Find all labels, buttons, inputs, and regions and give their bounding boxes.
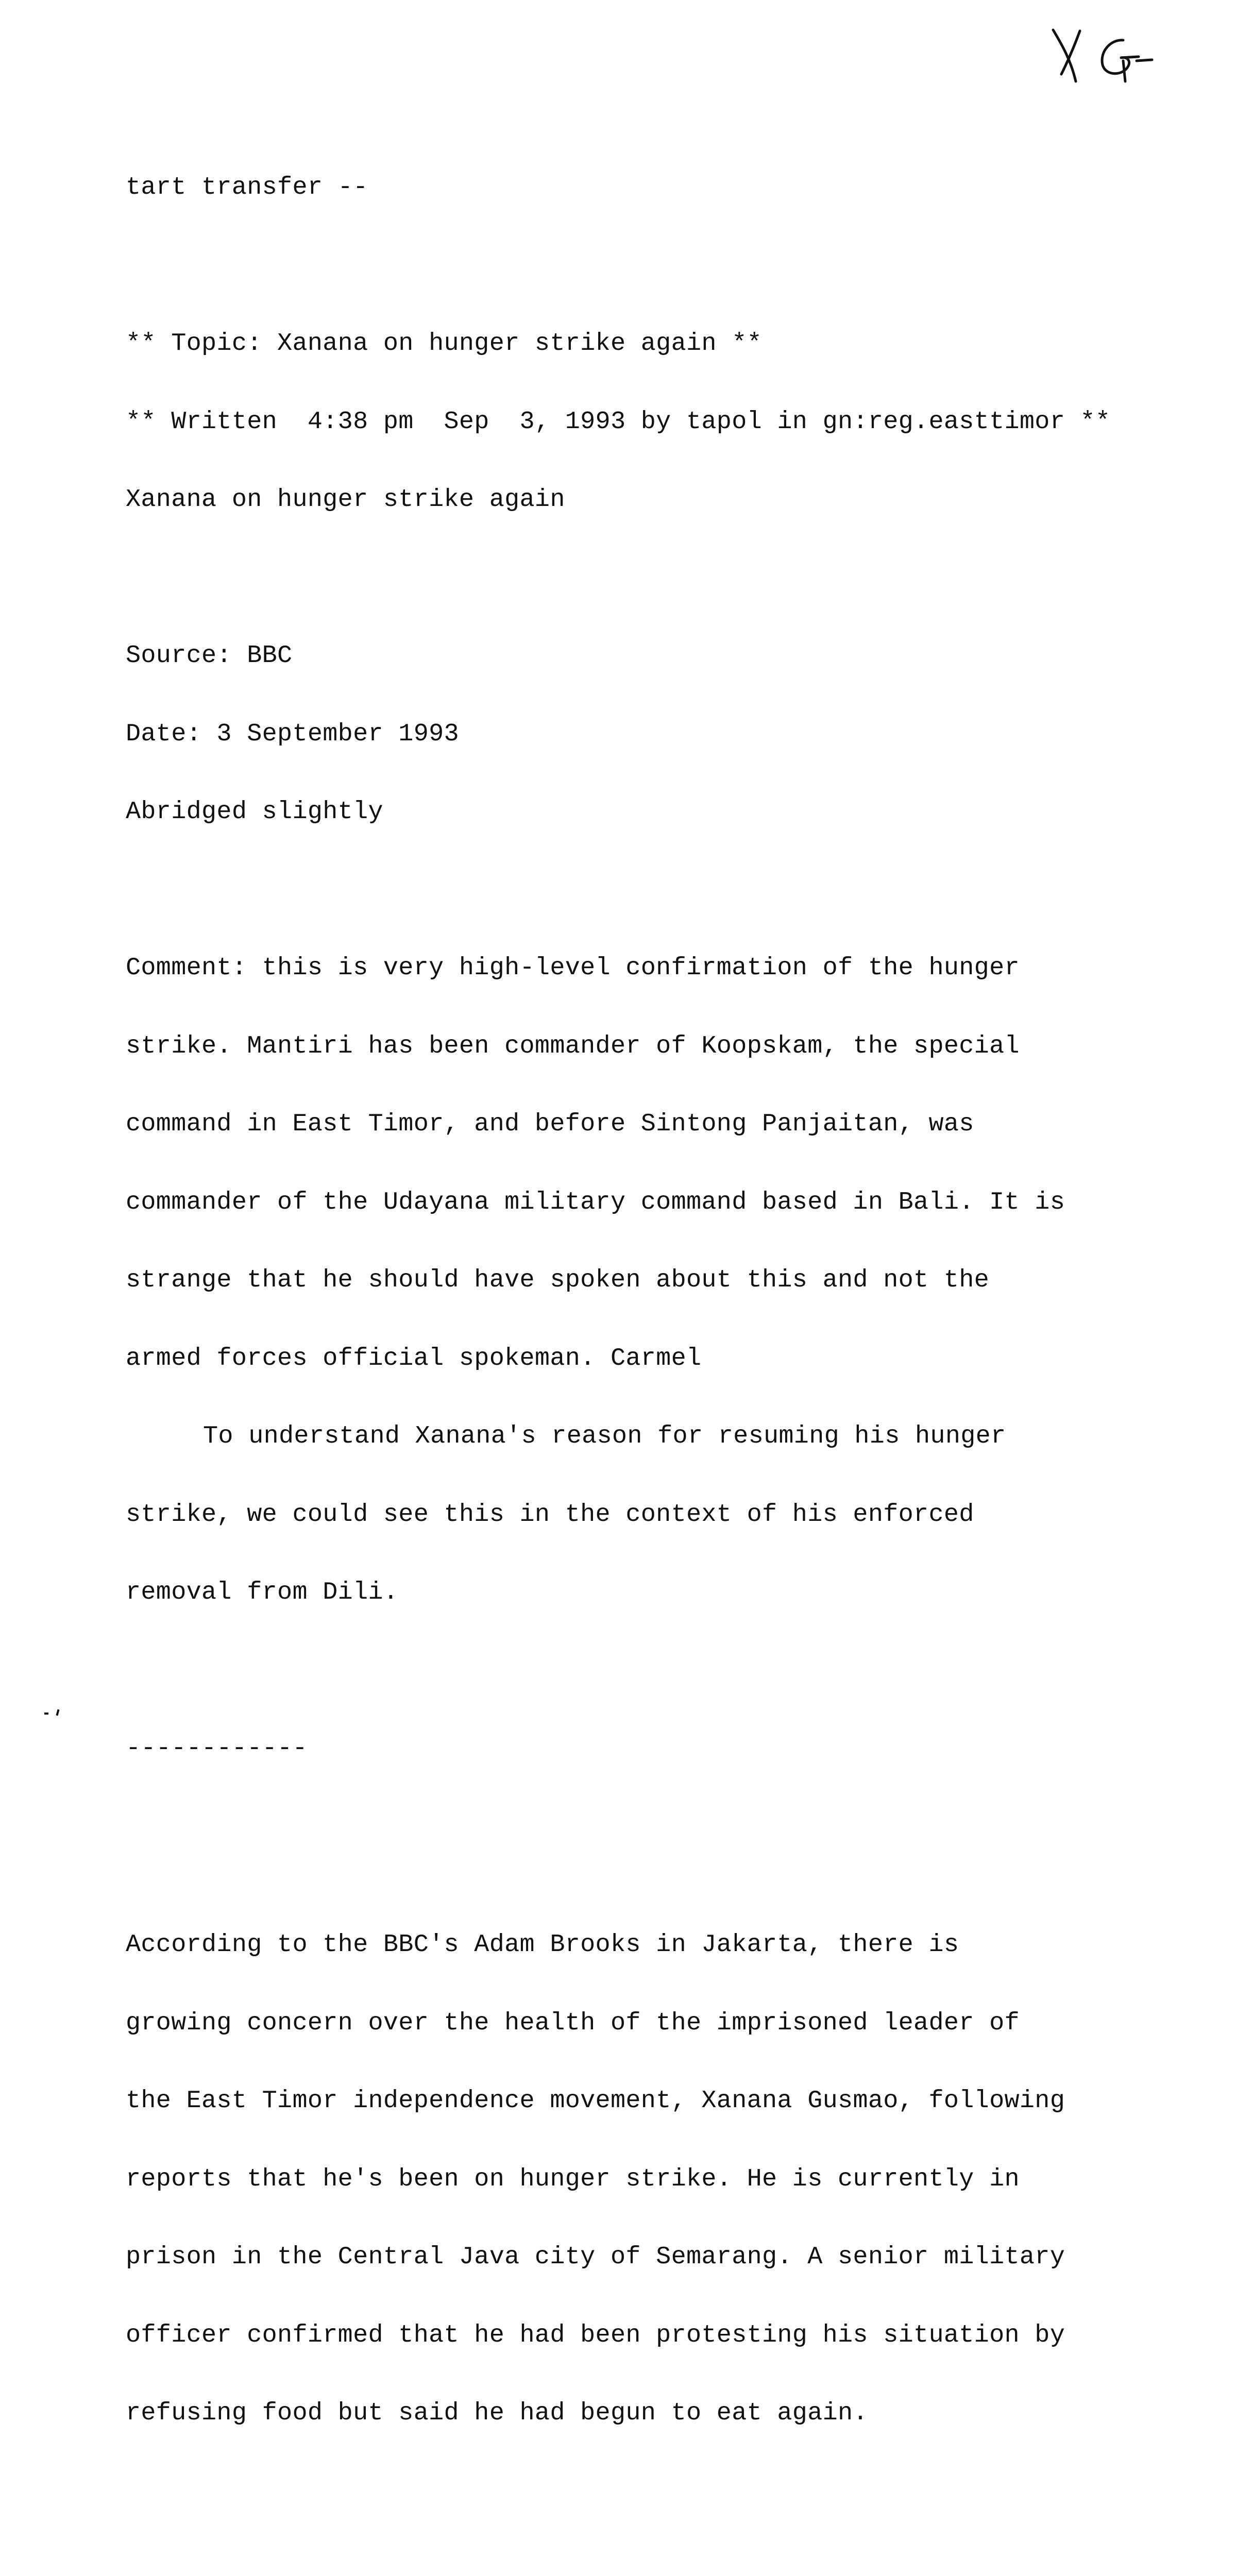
- divider: ------------: [126, 1734, 308, 1762]
- body-line: refusing food but said he had begun to eat again.: [126, 2399, 868, 2427]
- blank-line: [126, 1814, 1156, 1854]
- handwritten-initials: [1046, 21, 1159, 93]
- source-line: Source: BBC: [126, 641, 293, 670]
- body-line: prison in the Central Java city of Semarang. A senior military: [126, 2243, 1065, 2271]
- comment-line: strike. Mantiri has been commander of Koopskam, the special: [126, 1031, 1020, 1060]
- comment-line: removal from Dili.: [126, 1578, 399, 1606]
- blank-line: [126, 877, 1156, 904]
- blank-line: [126, 253, 1156, 279]
- title-line: Xanana on hunger strike again: [126, 485, 565, 514]
- comment-line: strange that he should have spoken about this and not the: [126, 1266, 990, 1294]
- comment-indent-line: To understand Xanana's reason for resuming his hunger: [203, 1422, 1006, 1450]
- comment-line: command in East Timor, and before Sintong Panjaitan, was: [126, 1110, 974, 1138]
- blank-line: [126, 2479, 1156, 2505]
- written-line: ** Written 4:38 pm Sep 3, 1993 by tapol in gn:reg.easttimor **: [126, 407, 1111, 436]
- comment-line: strike, we could see this in the context of his enforced: [126, 1500, 974, 1529]
- comment-line: Comment: this is very high-level confirmation of the hunger: [126, 954, 1020, 982]
- stray-scan-mark: [43, 1706, 64, 1719]
- transfer-line: tart transfer --: [126, 173, 368, 201]
- comment-line: armed forces official spokeman. Carmel: [126, 1344, 702, 1372]
- blank-line: [126, 565, 1156, 591]
- note-line: Abridged slightly: [126, 798, 383, 826]
- date-line: Date: 3 September 1993: [126, 719, 459, 748]
- body-line: reports that he's been on hunger strike. He is currently in: [126, 2164, 1020, 2193]
- body-line: officer confirmed that he had been protesting his situation by: [126, 2320, 1065, 2349]
- body-line: the East Timor independence movement, Xanana Gusmao, following: [126, 2087, 1065, 2115]
- topic-line: ** Topic: Xanana on hunger strike again **: [126, 329, 762, 358]
- comment-line: commander of the Udayana military command based in Bali. It is: [126, 1188, 1065, 1216]
- body-line: growing concern over the health of the imprisoned leader of: [126, 2008, 1020, 2037]
- blank-line: [126, 1658, 1156, 1684]
- document-text: [126, 123, 1156, 2576]
- body-line: According to the BBC's Adam Brooks in Jakarta, there is: [126, 1930, 959, 1959]
